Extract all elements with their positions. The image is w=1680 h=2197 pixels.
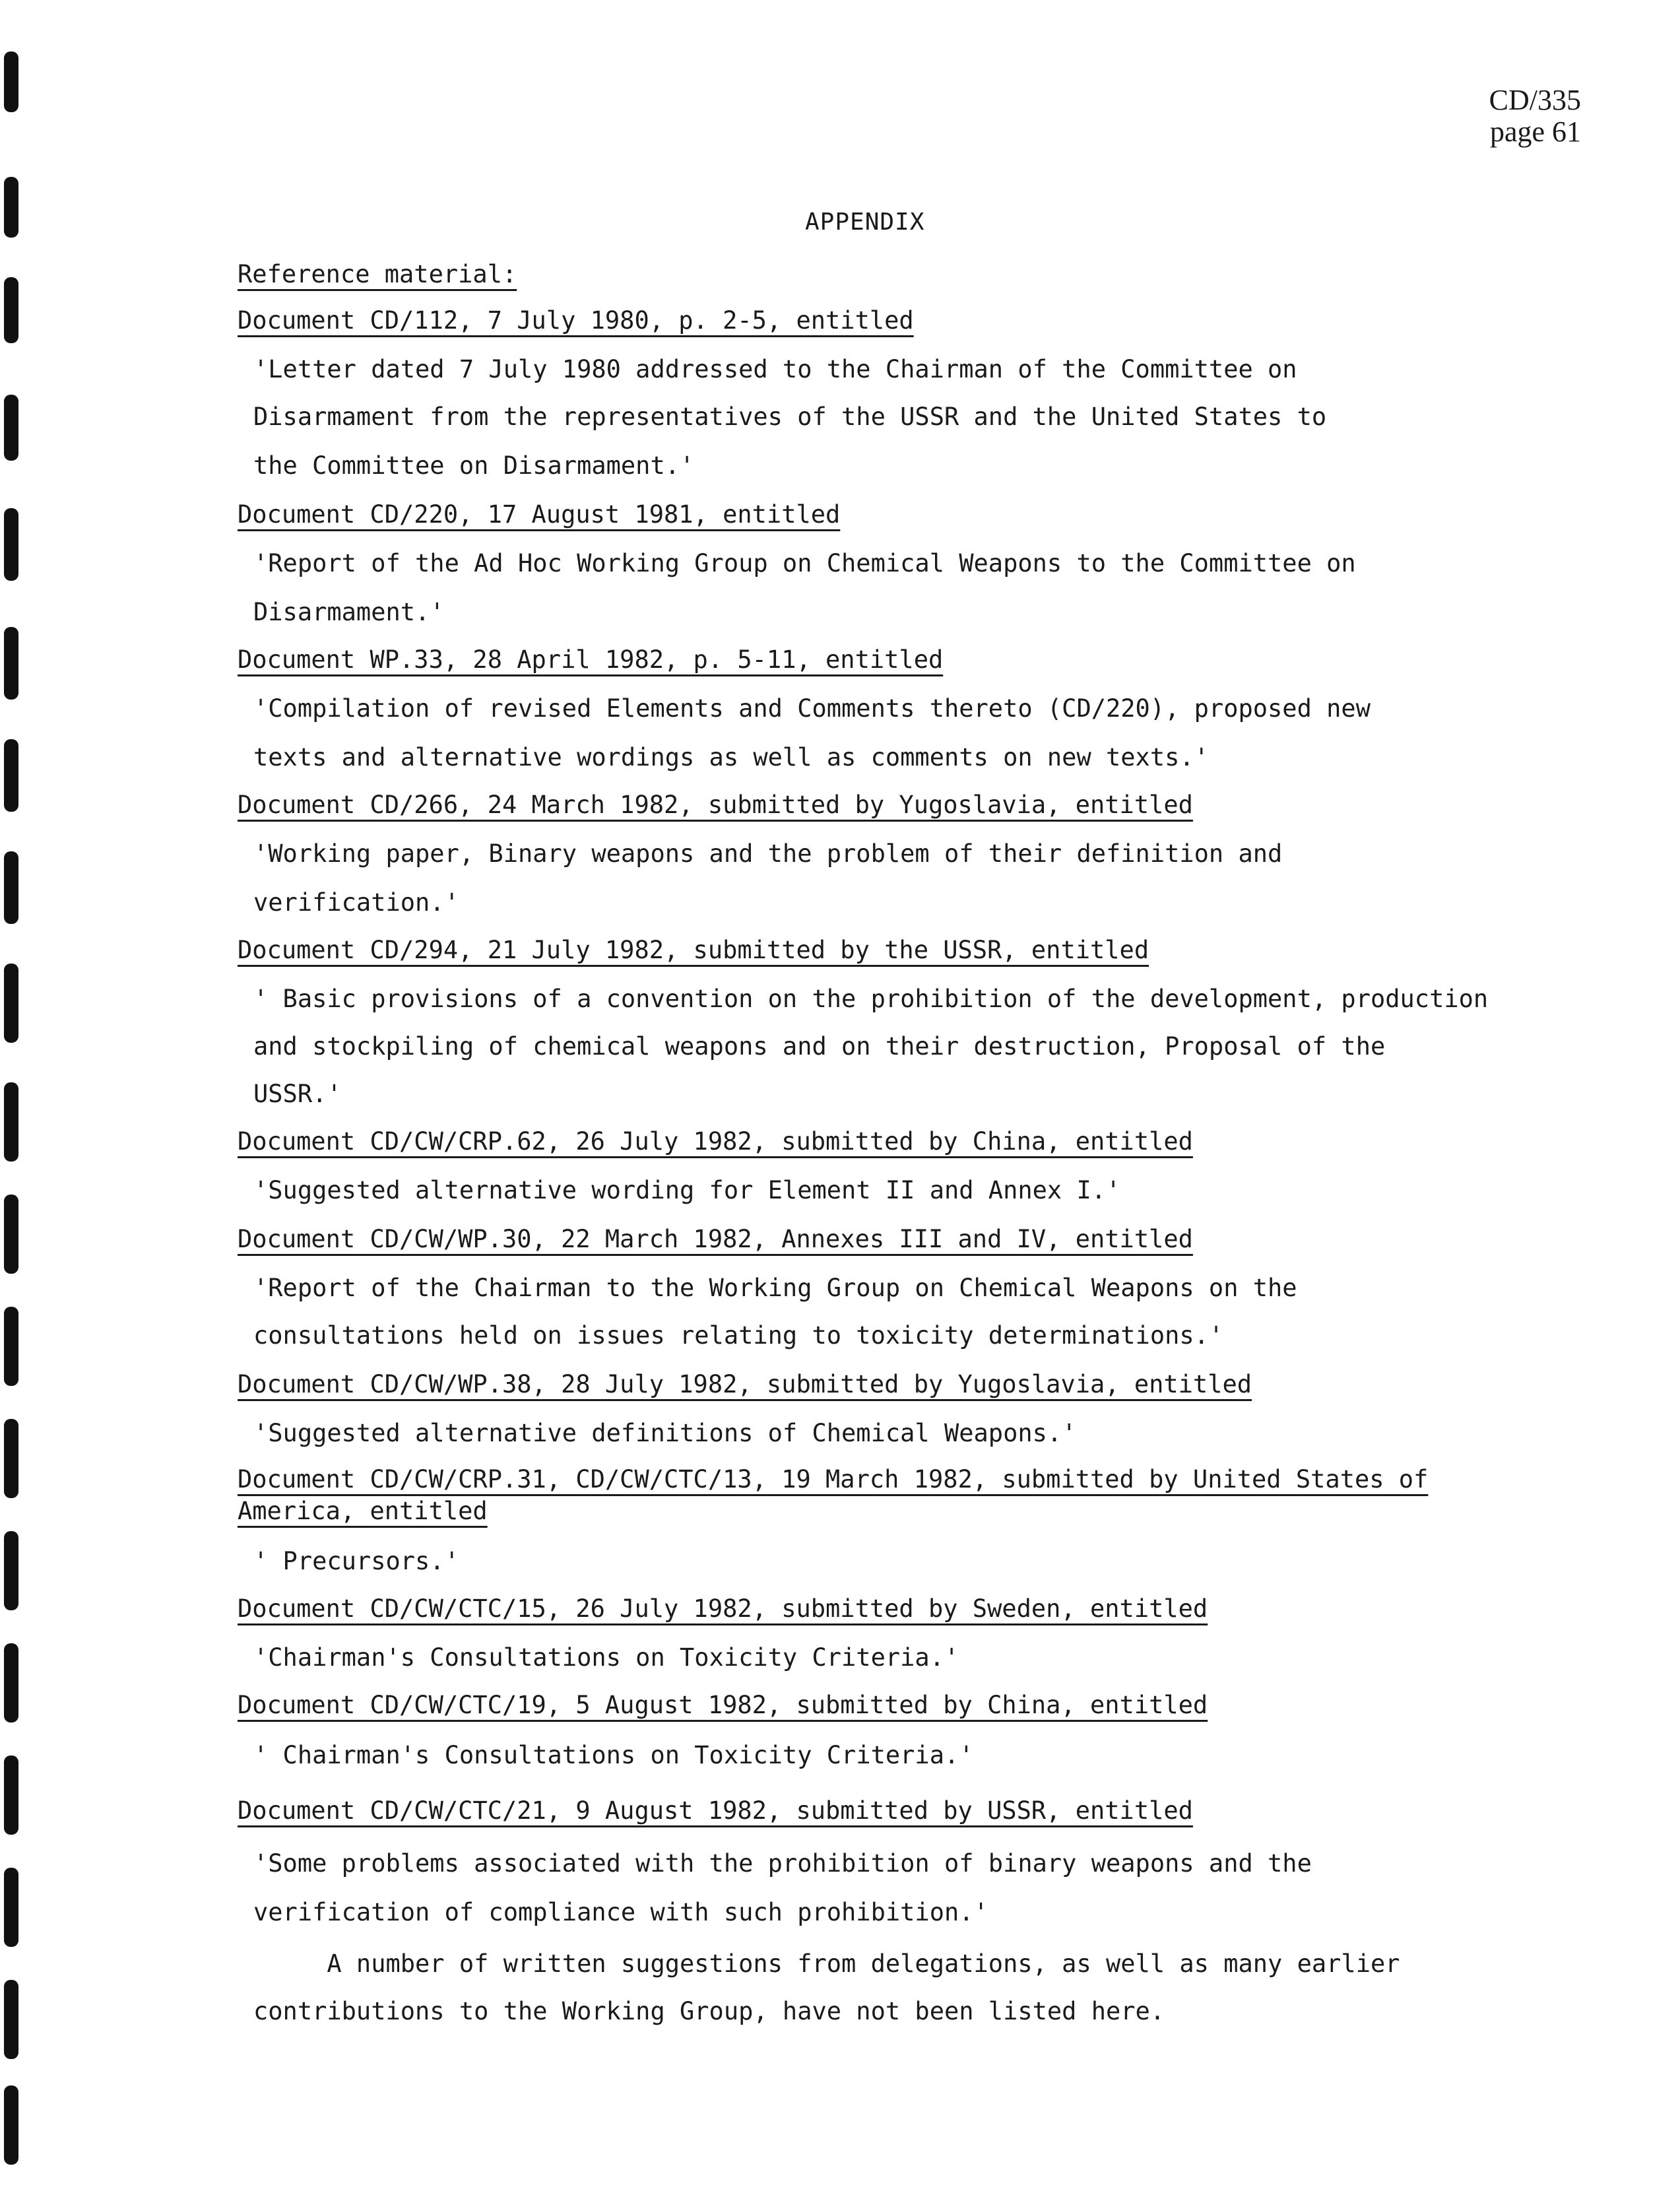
reference-description: 'Compilation of revised Elements and Comments thereto (CD/220), proposed new [253, 694, 1371, 723]
closing-paragraph-line: A number of written suggestions from delegations, as well as many earlier [253, 1950, 1400, 1978]
binding-hole [4, 1195, 18, 1274]
binding-hole [4, 1868, 18, 1947]
reference-entry: Document CD/266, 24 March 1982, submitted by Yugoslavia, entitled [238, 791, 1193, 819]
reference-description: the Committee on Disarmament.' [253, 451, 695, 480]
reference-description: 'Report of the Ad Hoc Working Group on Chemical Weapons to the Committee on [253, 549, 1356, 577]
reference-description: consultations held on issues relating to toxicity determinations.' [253, 1321, 1224, 1350]
reference-description: 'Some problems associated with the prohibition of binary weapons and the [253, 1849, 1312, 1878]
binding-hole [4, 395, 18, 461]
reference-description: 'Suggested alternative definitions of Chemical Weapons.' [253, 1419, 1077, 1447]
reference-entry: Document CD/CW/WP.30, 22 March 1982, Annexes III and IV, entitled [238, 1225, 1193, 1253]
binding-hole [4, 277, 18, 343]
binding-hole [4, 739, 18, 812]
reference-description: 'Letter dated 7 July 1980 addressed to the Chairman of the Committee on [253, 355, 1297, 383]
reference-entry: Document CD/CW/CTC/21, 9 August 1982, submitted by USSR, entitled [238, 1796, 1193, 1825]
page-header [1489, 84, 1581, 148]
binding-hole [4, 51, 18, 112]
reference-entry: Document CD/112, 7 July 1980, p. 2-5, entitled [238, 306, 914, 335]
binding-hole [4, 177, 18, 238]
reference-description: verification.' [253, 888, 459, 917]
reference-description: texts and alternative wordings as well as comments on new texts.' [253, 743, 1209, 771]
reference-description: 'Working paper, Binary weapons and the problem of their definition and [253, 839, 1283, 868]
reference-description: ' Chairman's Consultations on Toxicity Criteria.' [253, 1741, 974, 1769]
reference-entry: Document CD/CW/CRP.62, 26 July 1982, submitted by China, entitled [238, 1127, 1193, 1156]
binding-hole [4, 1419, 18, 1498]
reference-heading: Reference material: [238, 260, 517, 288]
reference-description: verification of compliance with such prohibition.' [253, 1898, 988, 1926]
reference-description: Disarmament from the representatives of the USSR and the United States to [253, 403, 1327, 431]
page-number: page 61 [1489, 115, 1581, 148]
reference-description: 'Report of the Chairman to the Working Group on Chemical Weapons on the [253, 1274, 1297, 1302]
reference-description: and stockpiling of chemical weapons and on their destruction, Proposal of the [253, 1032, 1386, 1061]
reference-description: 'Suggested alternative wording for Element II and Annex I.' [253, 1176, 1121, 1204]
binding-hole [4, 964, 18, 1043]
reference-entry: Document CD/CW/CTC/19, 5 August 1982, submitted by China, entitled [238, 1691, 1208, 1719]
binding-hole [4, 1643, 18, 1722]
binding-hole [4, 1307, 18, 1386]
document-code: CD/335 [1489, 84, 1581, 116]
binding-hole [4, 2085, 18, 2165]
reference-description: ' Basic provisions of a convention on the prohibition of the development, production [253, 985, 1489, 1013]
binding-hole [4, 1980, 18, 2059]
reference-description: USSR.' [253, 1080, 342, 1108]
binding-hole [4, 627, 18, 700]
reference-entry: Document CD/220, 17 August 1981, entitled [238, 500, 841, 529]
closing-paragraph-line: contributions to the Working Group, have not been listed here. [253, 1997, 1165, 2025]
reference-entry: Document CD/CW/WP.38, 28 July 1982, submitted by Yugoslavia, entitled [238, 1370, 1252, 1398]
reference-entry: Document CD/CW/CRP.31, CD/CW/CTC/13, 19 March 1982, submitted by United States of [238, 1465, 1429, 1493]
binding-hole [4, 1082, 18, 1162]
appendix-title: APPENDIX [805, 209, 925, 236]
reference-description: 'Chairman's Consultations on Toxicity Criteria.' [253, 1643, 959, 1672]
reference-description: Disarmament.' [253, 598, 445, 626]
binding-hole [4, 1531, 18, 1610]
binding-hole [4, 1755, 18, 1835]
reference-entry: Document CD/CW/CTC/15, 26 July 1982, submitted by Sweden, entitled [238, 1594, 1208, 1623]
binding-hole [4, 851, 18, 924]
reference-description: ' Precursors.' [253, 1547, 459, 1575]
reference-entry-continuation: America, entitled [238, 1497, 488, 1525]
binding-hole [4, 508, 18, 581]
reference-entry: Document CD/294, 21 July 1982, submitted by the USSR, entitled [238, 936, 1149, 964]
reference-entry: Document WP.33, 28 April 1982, p. 5-11, entitled [238, 645, 944, 674]
